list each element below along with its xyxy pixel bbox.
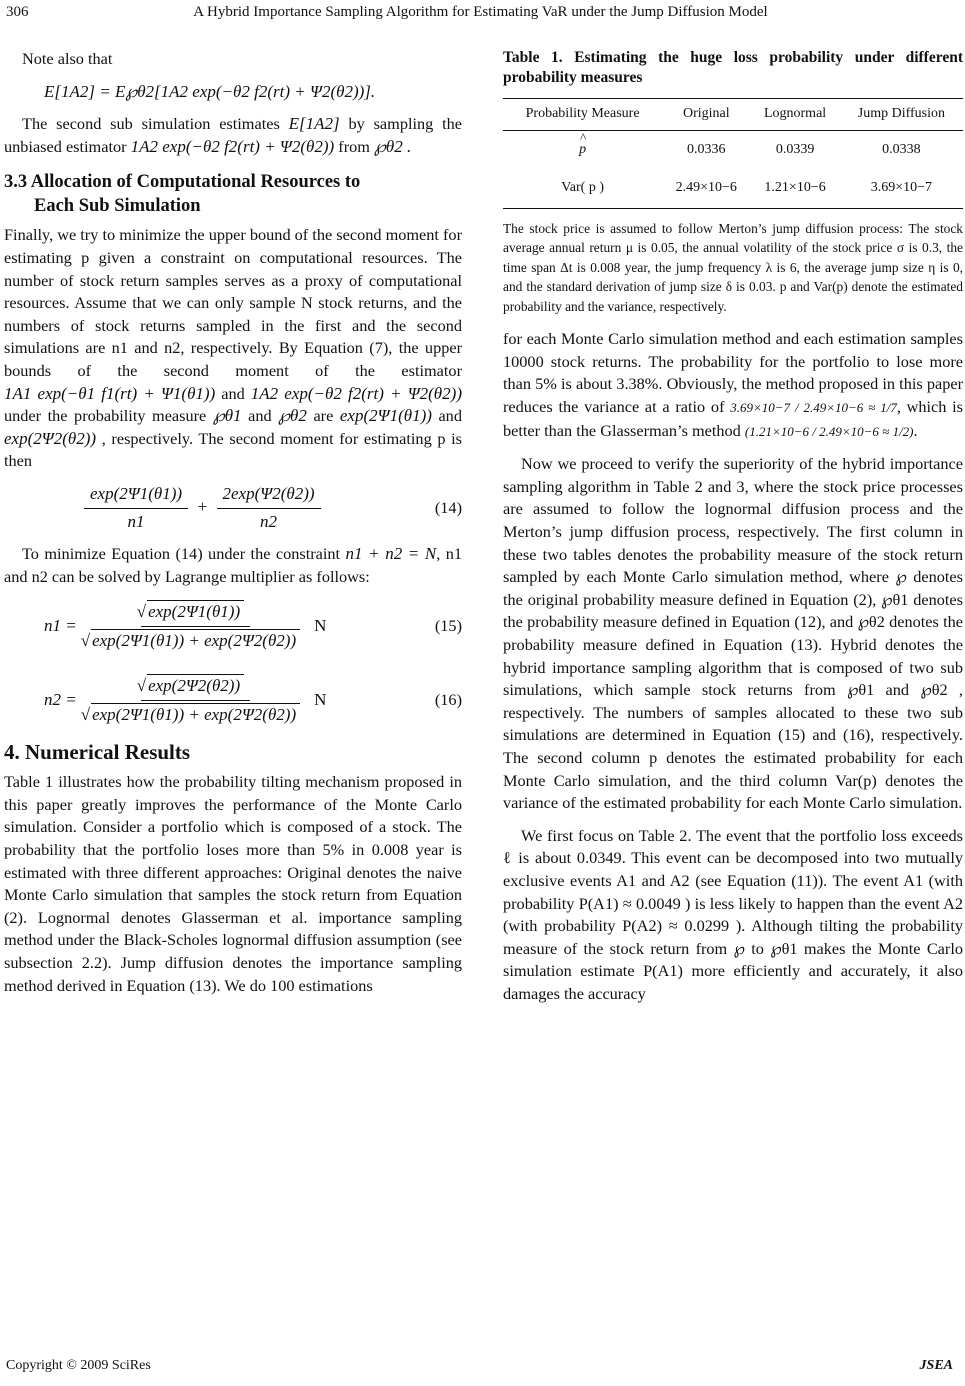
table-cell: Var( p ) — [503, 169, 662, 208]
journal-name: JSEA — [919, 1358, 953, 1373]
right-column — [503, 48, 963, 1016]
paragraph-table2-focus: We first focus on Table 2. The event that the portfolio loss exceeds ℓ is about 0.0349. This event can be decomposed into two mutually exclusive events A1 and A2 (see Equation (11)). The event A1 (with probability P(A1) ≈ 0.0049 ) is less likely to happen than the event A2 (with probability P(A2) ≈ 0.0299 ). Although tilting the probability measure of the stock return from ℘ to ℘θ1 makes the Monte Carlo simulation estimate P(A1) more efficiently and accurately, it also damages the accuracy — [503, 825, 963, 1003]
equation-15: n1 = √ exp(2Ψ1(θ1)) √ exp(2Ψ1(θ1)) + exp(2Ψ2(θ2)) N (15) — [4, 600, 462, 652]
paragraph-variance-ratio: for each Monte Carlo simulation method and each estimation samples 10000 stock returns. The probability for the portfolio to lose more than 5% is about 3.38%. Obviously, the method proposed in this paper reduces the variance at a ratio of 3.69×10−7 / 2.49×10−6 ≈ 1/7, which is better than the Glasserman’s method (1.21×10−6 / 2.49×10−6 ≈ 1/2). — [503, 329, 964, 440]
table-header: Jump Diffusion — [840, 99, 963, 131]
page-number: 306 — [6, 4, 29, 20]
table-header: Lognormal — [750, 99, 839, 131]
page-header — [6, 4, 955, 26]
table-row — [503, 169, 963, 208]
table-row — [503, 130, 963, 169]
paragraph-hybrid-verify: Now we proceed to verify the superiority of the hybrid importance sampling algorithm in Table 2 and 3, where the stock price processes are assumed to follow the lognormal diffusion process and the Merton’s jump diffusion process, respectively. The first column in these two tables denotes the probability measure of the stock return sampled by each Monte Carlo simulation method, where ℘ denotes the original probability measure defined in Equation (2), ℘θ1 denotes the probability measure defined in Equation (12), and ℘θ2 denotes the probability measure defined in Equation (13). Hybrid denotes the hybrid importance sampling algorithm that is composed of two sub simulations, which sample stock returns from ℘θ1 and ℘θ2 , respectively. The numbers of samples allocated to these two sub simulations are determined in Equation (15) and (16), respectively. The second column p denotes the estimated probability for each Monte Carlo simulation, and the third column Var(p) denotes the variance of the estimated probability for each Monte Carlo simulation. — [503, 454, 963, 813]
page-footer — [6, 1358, 953, 1380]
left-column — [4, 48, 462, 1007]
table-cell: 3.69×10−7 — [840, 169, 963, 208]
copyright: Copyright © 2009 SciRes — [6, 1358, 151, 1373]
equation-e-1a2: E[1A2] = E℘θ2[1A2 exp(−θ2 f2(rt) + Ψ2(θ2))]. — [44, 81, 376, 101]
equation-number: (16) — [434, 690, 462, 710]
section-heading-3-3: 3.3 Allocation of Computational Resources to Each Sub Simulation — [4, 172, 361, 217]
table-note: The stock price is assumed to follow Merton’s jump diffusion process: The stock average annual return μ is 0.05, the annual volatility of the stock price σ is 0.3, the time span Δt is 0.008 year, the jump frequency λ is 6, the average jump size η is 0, and the standard derivation of jump size δ is 0.03. p and Var(p) denote the estimated probability and the variance, respectively. — [503, 220, 963, 314]
paragraph-second-sub-simulation: The second sub simulation estimates E[1A2] by sampling the unbiased estimator 1A2 exp(−θ2 f2(rt) + Ψ2(θ2)) from ℘θ2 . — [4, 114, 463, 156]
table-header-row — [503, 99, 963, 131]
equation-number: (15) — [434, 616, 462, 636]
paragraph-allocation: Finally, we try to minimize the upper bound of the second moment for estimating p given a constraint on computational resources. The number of stock return samples serves as a proxy of computational resources. Assume that we can only sample N stock returns, and the numbers of stock returns sampled in the first and the second simulations are n1 and n2, respectively. By Equation (7), the upper bounds of the second moment of the estimator 1A1 exp(−θ1 f1(rt) + Ψ1(θ1)) and 1A2 exp(−θ2 f2(rt) + Ψ2(θ2)) under the probability measure ℘θ1 and ℘θ2 are exp(2Ψ1(θ1)) and exp(2Ψ2(θ2)) , respectively. The second moment for estimating p is then — [4, 225, 463, 471]
results-table — [503, 98, 963, 209]
equation-14: $\frac{\exp(2\Psi 1(\theta 1))}{n1}$ + $\frac{2\exp(\Psi 2(\theta 2))}{n2}$ (14) — [4, 483, 462, 533]
table-header: Probability Measure — [503, 99, 662, 131]
paragraph-lagrange: To minimize Equation (14) under the constraint n1 + n2 = N, n1 and n2 can be solved by Lagrange multiplier as follows: — [4, 544, 463, 586]
table-cell: 0.0339 — [775, 141, 815, 157]
paragraph-note: Note also that — [22, 49, 113, 68]
running-title: A Hybrid Importance Sampling Algorithm for Estimating VaR under the Jump Diffusion Model — [193, 4, 768, 20]
table-header: Original — [662, 99, 750, 131]
table-cell: 0.0336 — [687, 141, 726, 157]
table-caption: Table 1. Estimating the huge loss probability under different probability measures — [503, 49, 963, 86]
table-cell: ^ p — [579, 139, 586, 162]
section-heading-4: 4. Numerical Results — [4, 739, 191, 764]
equation-16: n2 = √ exp(2Ψ2(θ2)) √ exp(2Ψ1(θ1)) + exp(2Ψ2(θ2)) N (16) — [4, 674, 462, 726]
paragraph-numerical-results: Table 1 illustrates how the probability tilting mechanism proposed in this paper greatly improves the performance of the Monte Carlo simulation. Consider a portfolio which is composed of a stock. The probability that the portfolio loses more than 5% in 0.008 year is estimated with three different approaches: Original denotes the naive Monte Carlo simulation that samples the stock return from Equation (2). Lognormal denotes Glasserman et al. importance sampling method under the Black-Scholes lognormal diffusion assumption (see subsection 2.2). Jump diffusion denotes the importance sampling method derived in Equation (13). We do 100 estimations — [4, 772, 462, 995]
table-cell: 0.0338 — [882, 141, 921, 157]
table-cell: 1.21×10−6 — [750, 169, 839, 208]
equation-number: (14) — [434, 497, 462, 517]
table-cell: 2.49×10−6 — [662, 169, 750, 208]
